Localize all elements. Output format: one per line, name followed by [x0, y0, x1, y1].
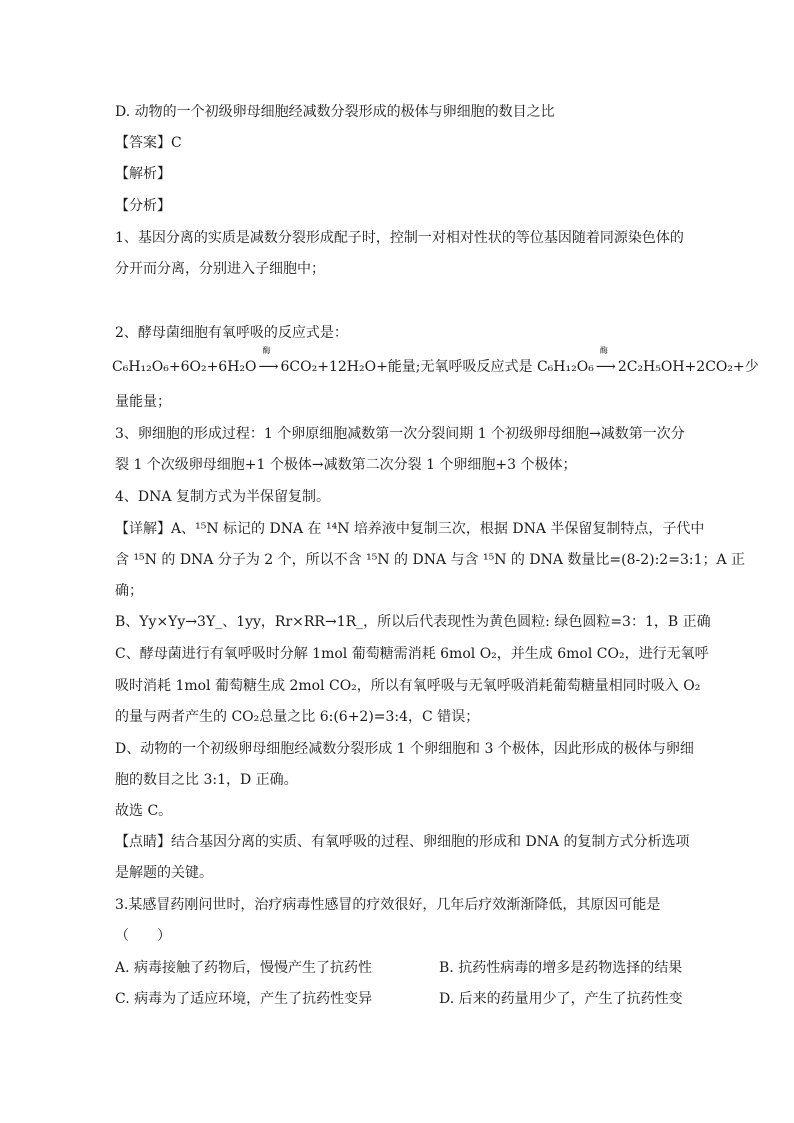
- detail-d2: 胞的数目之比 3:1，D 正确。: [115, 772, 298, 788]
- q3-option-c: C. 病毒为了适应环境，产生了抗药性变异: [115, 991, 373, 1007]
- answer-line: 【答案】C: [115, 135, 182, 151]
- detail-c2: 吸时消耗 1mol 葡萄糖生成 2mol CO₂，所以有氧呼吸与无氧呼吸消耗葡萄糖量相同时吸入 O₂: [115, 678, 701, 694]
- analysis-point-2: 2、酵母菌细胞有氧呼吸的反应式是：: [115, 325, 348, 341]
- choice-line: 故选 C。: [115, 803, 173, 819]
- respiration-formula: [112, 346, 759, 377]
- analysis-point-4: 4、DNA 复制方式为半保留复制。: [115, 489, 330, 505]
- formula-right-1: 6CO₂+12H₂O+能量;无氧呼吸反应式是 C₆H₁₂O₆: [280, 359, 594, 375]
- analysis-point-3b: 裂 1 个次级卵母细胞+1 个极体→减数第二次分裂 1 个卵细胞+3 个极体；: [115, 457, 577, 473]
- formula-continuation: 量能量；: [115, 394, 171, 410]
- reaction-arrow-2: 酶 ⟶: [595, 346, 616, 375]
- detail-a1: 【详解】A、¹⁵N 标记的 DNA 在 ¹⁴N 培养液中复制三次，根据 DNA 半保留复制特点，子代中: [115, 521, 705, 537]
- analysis-point-1b: 分开而分离，分别进入子细胞中；: [115, 261, 325, 277]
- formula-left: C₆H₁₂O₆+6O₂+6H₂O: [112, 359, 257, 375]
- analysis-point-3a: 3、卵细胞的形成过程：1 个卵原细胞减数第一次分裂间期 1 个初级卵母细胞→减数第一次分: [115, 426, 685, 442]
- detail-a2: 含 ¹⁵N 的 DNA 分子为 2 个，所以不含 ¹⁵N 的 DNA 与含 ¹⁵N 的 DNA 数量比=(8-2):2=3:1；A 正: [115, 552, 746, 568]
- q3-option-d: D. 后来的药量用少了，产生了抗药性变: [439, 991, 683, 1007]
- q3-paren: （ ）: [115, 928, 171, 944]
- jiexi-heading: 【解析】: [115, 166, 171, 182]
- enzyme-label-1: 酶: [262, 346, 271, 355]
- fenxi-heading: 【分析】: [115, 198, 171, 214]
- formula-right-2: 2C₂H₅OH+2CO₂+少: [617, 359, 759, 375]
- q3-option-a: A. 病毒接触了药物后，慢慢产生了抗药性: [115, 960, 373, 976]
- detail-a3: 确；: [115, 583, 143, 599]
- reaction-arrow-1: 酶 ⟶: [258, 346, 279, 375]
- analysis-point-1a: 1、基因分离的实质是减数分裂形成配子时，控制一对相对性状的等位基因随着同源染色体的: [115, 230, 684, 246]
- q3-stem: 3.某感冒药刚问世时，治疗病毒性感冒的疗效很好，几年后疗效渐渐降低，其原因可能是: [115, 897, 661, 913]
- q3-option-b: B. 抗药性病毒的增多是药物选择的结果: [439, 960, 683, 976]
- detail-c1: C、酵母菌进行有氧呼吸时分解 1mol 葡萄糖需消耗 6mol O₂，并生成 6mol CO₂，进行无氧呼: [115, 646, 709, 662]
- detail-b: B、Yy×Yy→3Y_、1yy，Rr×RR→1R_，所以后代表现性为黄色圆粒: 绿色圆粒=3：1，B 正确: [115, 614, 711, 630]
- dianjing-1: 【点睛】结合基因分离的实质、有氧呼吸的过程、卵细胞的形成和 DNA 的复制方式分析选项: [115, 834, 690, 850]
- detail-d1: D、动物的一个初级卵母细胞经减数分裂形成 1 个卵细胞和 3 个极体，因此形成的极体与卵细: [115, 741, 694, 757]
- enzyme-label-2: 酶: [599, 346, 608, 355]
- dianjing-2: 是解题的关键。: [115, 865, 213, 881]
- q2-option-d: D. 动物的一个初级卵母细胞经减数分裂形成的极体与卵细胞的数目之比: [115, 104, 555, 120]
- detail-c3: 的量与两者产生的 CO₂总量之比 6:(6+2)=3:4，C 错误；: [115, 709, 480, 725]
